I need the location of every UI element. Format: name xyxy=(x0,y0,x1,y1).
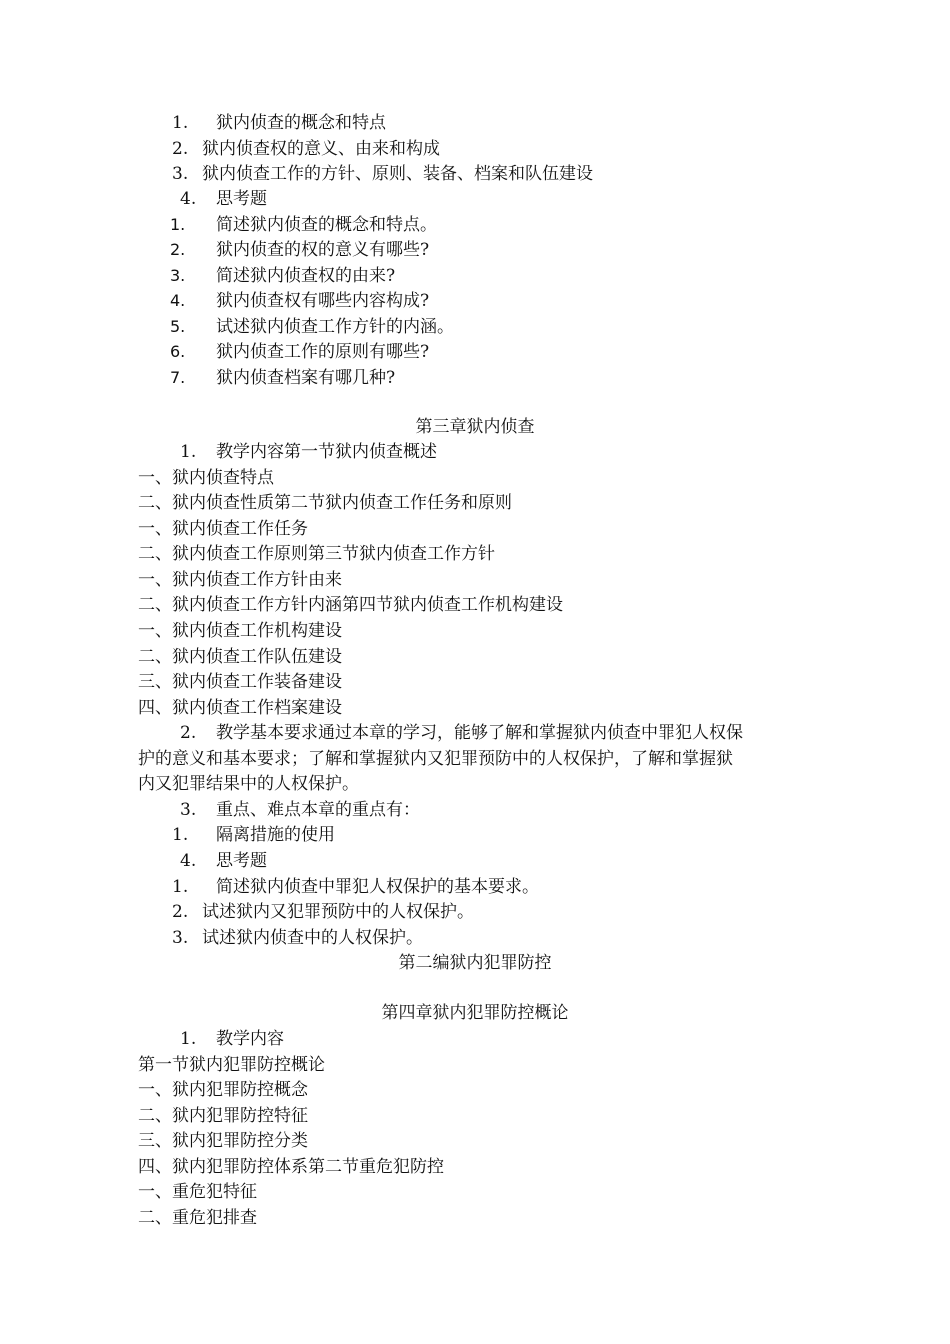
outline-item: 一、狱内犯罪防控概念 xyxy=(138,1080,308,1100)
requirements-paragraph: 2. 教学基本要求通过本章的学习，能够了解和掌握狱内侦查中罪犯人权保 xyxy=(180,723,743,743)
outline-item: 二、狱内侦查工作队伍建设 xyxy=(138,647,342,667)
outline-item: 二、狱内侦查性质第二节狱内侦查工作任务和原则 xyxy=(138,493,512,513)
outline-item: 一、狱内侦查工作机构建设 xyxy=(138,621,342,641)
content-heading: 1. 教学内容 xyxy=(180,1029,284,1049)
outline-item: 一、狱内侦查特点 xyxy=(138,468,274,488)
questions-heading: 4. 思考题 xyxy=(180,851,267,871)
list-item: 1. 狱内侦查的概念和特点 xyxy=(172,113,386,133)
key-points-heading: 3. 重点、难点本章的重点有： xyxy=(180,800,420,820)
outline-item: 四、狱内侦查工作档案建设 xyxy=(138,698,342,718)
question-item: 1. 简述狱内侦查中罪犯人权保护的基本要求。 xyxy=(172,877,539,897)
outline-item: 一、狱内侦查工作方针由来 xyxy=(138,570,342,590)
question-item: 4. 狱内侦查权有哪些内容构成? xyxy=(170,291,430,311)
question-item: 6. 狱内侦查工作的原则有哪些? xyxy=(170,342,430,362)
outline-item: 一、狱内侦查工作任务 xyxy=(138,519,308,539)
outline-item: 三、狱内犯罪防控分类 xyxy=(138,1131,308,1151)
question-item: 5. 试述狱内侦查工作方针的内涵。 xyxy=(170,317,454,337)
outline-item: 二、狱内侦查工作方针内涵第四节狱内侦查工作机构建设 xyxy=(138,595,563,615)
list-item: 3. 狱内侦查工作的方针、原则、装备、档案和队伍建设 xyxy=(172,164,593,184)
list-item: 2. 狱内侦查权的意义、由来和构成 xyxy=(172,139,440,159)
outline-item: 一、重危犯特征 xyxy=(138,1182,257,1202)
outline-item: 二、狱内犯罪防控特征 xyxy=(138,1106,308,1126)
outline-item: 三、狱内侦查工作装备建设 xyxy=(138,672,342,692)
outline-item: 四、狱内犯罪防控体系第二节重危犯防控 xyxy=(138,1157,444,1177)
question-item: 7. 狱内侦查档案有哪几种? xyxy=(170,368,396,388)
question-item: 3. 试述狱内侦查中的人权保护。 xyxy=(172,928,423,948)
outline-item: 二、狱内侦查工作原则第三节狱内侦查工作方针 xyxy=(138,544,495,564)
questions-heading: 4. 思考题 xyxy=(180,189,267,209)
question-item: 2. 狱内侦查的权的意义有哪些? xyxy=(170,240,430,260)
question-item: 3. 简述狱内侦查权的由来? xyxy=(170,266,396,286)
question-item: 2. 试述狱内又犯罪预防中的人权保护。 xyxy=(172,902,474,922)
content-heading: 1. 教学内容第一节狱内侦查概述 xyxy=(180,442,437,462)
requirements-line: 护的意义和基本要求；了解和掌握狱内又犯罪预防中的人权保护，了解和掌握狱 xyxy=(138,749,733,769)
part-title: 第二编狱内犯罪防控 xyxy=(398,953,552,973)
outline-item: 第一节狱内犯罪防控概论 xyxy=(138,1055,325,1075)
outline-item: 二、重危犯排查 xyxy=(138,1208,257,1228)
requirements-line: 内又犯罪结果中的人权保护。 xyxy=(138,774,359,794)
chapter-title: 第四章狱内犯罪防控概论 xyxy=(381,1003,569,1023)
chapter-title: 第三章狱内侦查 xyxy=(415,417,535,437)
question-item: 1. 简述狱内侦查的概念和特点。 xyxy=(170,215,437,235)
key-point-item: 1. 隔离措施的使用 xyxy=(172,825,335,845)
